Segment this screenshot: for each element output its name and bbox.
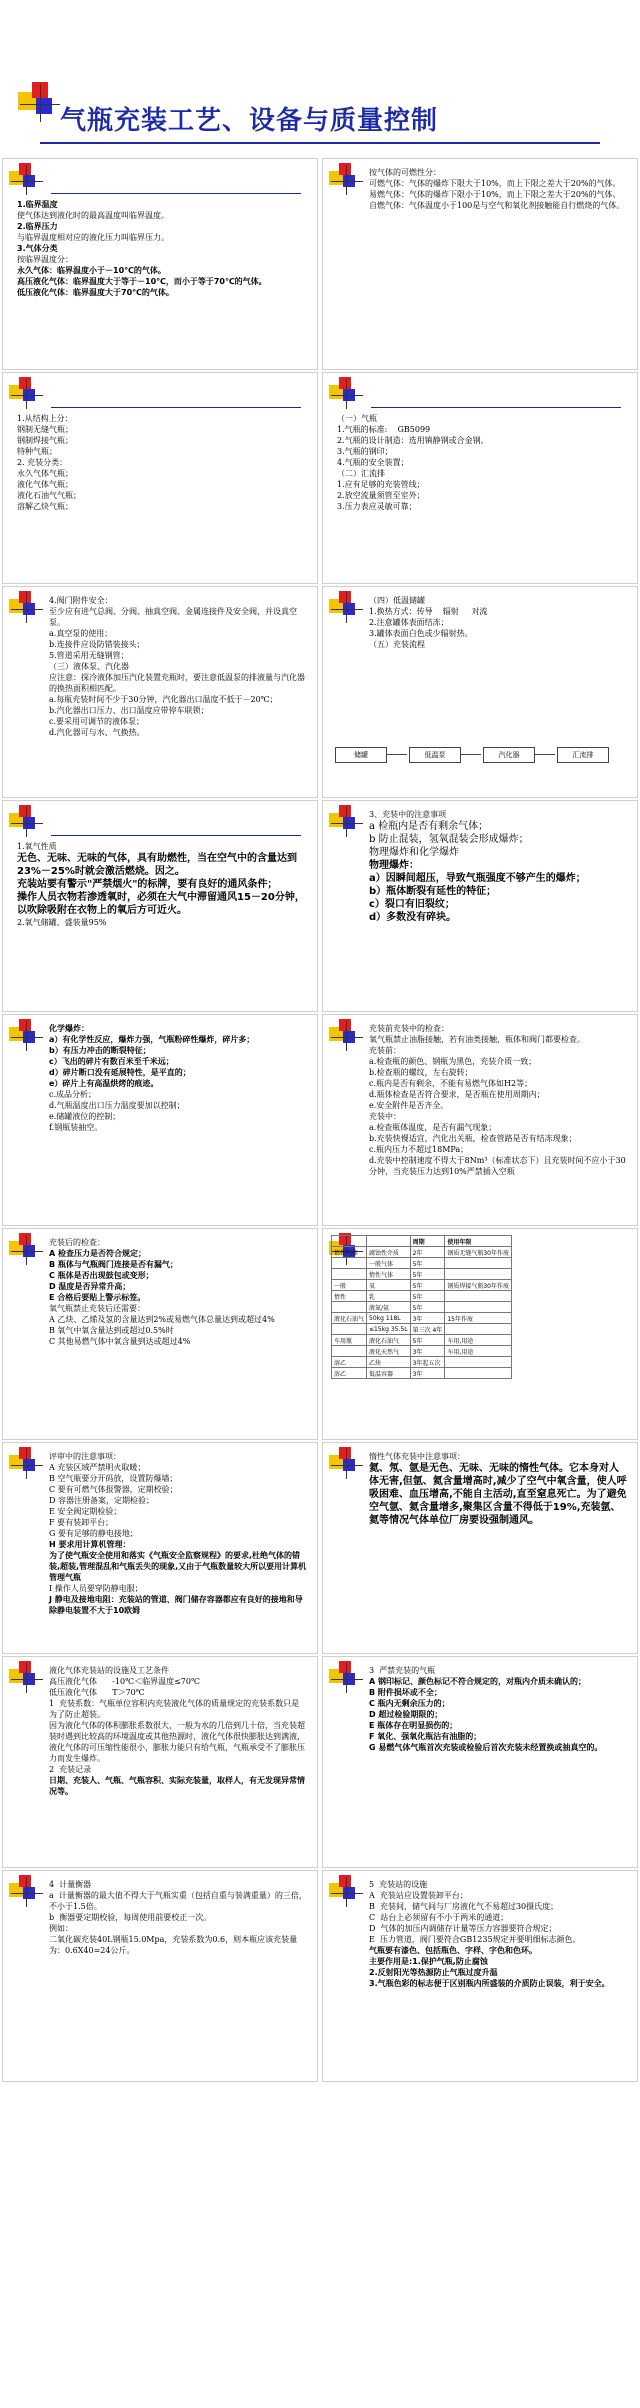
text-line: C 其他易燃气体中氧含量到达或超过4%: [49, 1337, 191, 1346]
decoration-blocks: [329, 591, 363, 625]
table-header-cell: [332, 1236, 367, 1247]
table-cell: 腐蚀性介质: [367, 1247, 411, 1258]
slide-18: [2, 1870, 318, 2082]
table-cell: 3年: [410, 1346, 445, 1357]
table-cell: 5年: [410, 1258, 445, 1269]
text-line: 物理爆炸和化学爆炸: [369, 847, 459, 858]
text-line: 永久气体气瓶；: [17, 469, 73, 478]
slide-5: [322, 372, 638, 584]
text-line: a）因瞬间超压，导致气瓶强度不够产生的爆炸；: [369, 873, 586, 884]
table-cell: [445, 1324, 512, 1335]
table-row: [332, 1368, 512, 1379]
slide-19: [322, 1870, 638, 2082]
text-line: 1.应有足够的充装管线；: [337, 480, 425, 489]
text-line: b.汽化器出口压力、出口温度应带停车联锁；: [49, 706, 209, 715]
text-line: d.汽化器可与水、气换热。: [49, 728, 145, 737]
text-line: A 乙炔、乙烯及氢的含量达到2%或易燃气体总量达到或超过4%: [49, 1315, 275, 1324]
text-line: a.检查瓶的颜色、钢瓶为黑色，充装介质一致；: [369, 1057, 537, 1066]
text-line: b.连接件应设防错装接头；: [49, 640, 145, 649]
table-cell: 惰性气体: [332, 1247, 367, 1258]
table-row: [332, 1258, 512, 1269]
decoration-blocks: [9, 1447, 43, 1481]
decoration-blocks: [329, 1875, 363, 1909]
text-line: 自燃气体：气体温度小于100是与空气和氧化剂接触能自行燃烧的气体。: [369, 201, 625, 210]
decoration-blocks: [9, 805, 43, 839]
table-cell: 15年作废: [445, 1313, 512, 1324]
text-line: 钢制焊接气瓶；: [17, 436, 73, 445]
flow-arrow: [387, 754, 407, 755]
slide-17: [322, 1656, 638, 1868]
decoration-blocks: [329, 163, 363, 197]
text-line: 2.临界压力: [17, 222, 58, 231]
slide-13: [322, 1228, 638, 1440]
text-line: 主要作用是:1.保护气瓶,防止腐蚀: [369, 1957, 488, 1966]
text-line: 低压液化气体 T＞70℃: [49, 1688, 145, 1697]
text-line: A 钢印标记、颜色标记不符合规定的，对瓶内介质未确认的；: [369, 1677, 586, 1686]
decoration-blocks: [9, 1019, 43, 1053]
flow-step: 储罐: [335, 747, 387, 763]
text-line: 按临界温度分：: [17, 255, 73, 264]
text-line: 按气体的可燃性分：: [369, 168, 441, 177]
text-line: 因为液化气体的体积膨胀系数很大，一般为水的几倍到几十倍，当充装超装时遇到比较高的环境温度或其他热源时，液化气体很快膨胀达到满液，液化气体的可压缩性能很小，膨胀力能只有给气瓶，气瓶承受不了膨胀压力而发生爆炸。: [49, 1721, 305, 1763]
text-line: 充装前：: [369, 1046, 401, 1055]
slide-title-rule: [51, 193, 301, 194]
text-line: B 附件损坏或不全；: [369, 1688, 442, 1697]
text-line: a）有化学性反应，爆炸力强，气瓶粉碎性爆炸，碎片多；: [49, 1035, 255, 1044]
slide-3: [322, 158, 638, 370]
text-line: D 容器注册备案，定期检验；: [49, 1496, 154, 1505]
text-line: E 瓶体存在明显损伤的；: [369, 1721, 458, 1730]
table-row: [332, 1291, 512, 1302]
text-line: e.安全附件是否齐全。: [369, 1101, 449, 1110]
table-cell: 液化石油气: [367, 1335, 411, 1346]
text-line: c.瓶内压力不超过18MPa；: [369, 1145, 469, 1154]
table-cell: 3年起五次: [410, 1357, 445, 1368]
text-line: d.瓶体检查是否符合要求，是否瓶在使用周期内；: [369, 1090, 545, 1099]
text-line: 2 充装记录: [49, 1765, 92, 1774]
text-line: C 要有可燃气体报警器，定期校验；: [49, 1485, 178, 1494]
flow-step: 低温泵: [409, 747, 461, 763]
flow-step: 汽化器: [483, 747, 535, 763]
text-line: 3 严禁充装的气瓶: [369, 1666, 436, 1675]
slide-10: [2, 1014, 318, 1226]
table-cell: 一般气体: [367, 1258, 411, 1269]
table-cell: 车用,用途: [445, 1346, 512, 1357]
text-line: 气瓶要有漆色、包括瓶色、字样、字色和色环。: [369, 1946, 537, 1955]
table-cell: [332, 1269, 367, 1280]
text-line: I 操作人员要穿防静电服；: [49, 1584, 143, 1593]
table-cell: [445, 1258, 512, 1269]
table-cell: 溶乙: [332, 1368, 367, 1379]
text-line: （三）液体泵、汽化器: [49, 662, 129, 671]
text-line: 5 充装站的设施: [369, 1880, 428, 1889]
decoration-blocks: [329, 377, 363, 411]
slide-15: [322, 1442, 638, 1654]
slide-9: [322, 800, 638, 1012]
text-line: B 充装间，储气间与厂房液化气不易超过30摄氏度；: [369, 1902, 559, 1911]
text-line: 日期、充装人、气瓶、气瓶容积、实际充装量，取样人，有无发现异常情况等。: [49, 1776, 305, 1796]
text-line: 2.放空流量须管至室外；: [337, 491, 425, 500]
decoration-blocks: [9, 591, 43, 625]
text-line: 5.管道采用无缝钢管；: [49, 651, 129, 660]
text-line: J 静电及接地电阻：充装站的管道、阀门储存容器都应有良好的接地和导除静电装置不大于10欧姆: [49, 1595, 303, 1615]
slide-12: [2, 1228, 318, 1440]
table-cell: ≤15kg 35.5L: [367, 1324, 411, 1335]
text-line: 特种气瓶；: [17, 447, 57, 456]
slide-title-rule: [51, 407, 301, 408]
table-row: [332, 1247, 512, 1258]
text-line: G 易燃气体气瓶首次充装或检验后首次充装未经置换或抽真空的。: [369, 1743, 603, 1752]
text-line: D 气体的加压内调储存计量等压力容器要符合规定；: [369, 1924, 557, 1933]
text-line: D 超过检验期限的；: [369, 1710, 443, 1719]
title-slide: [0, 0, 640, 155]
text-line: 高压液化气体：临界温度大于等于－10℃，而小于等于70℃的气体。: [17, 277, 267, 286]
slide-6: [2, 586, 318, 798]
text-line: c.要采用可调节的液体泵；: [49, 717, 145, 726]
text-line: 1 充装系数：气瓶单位容积内充装液化气体的质量规定的充装系数只是为了防止超装。: [49, 1699, 300, 1719]
table-cell: [332, 1346, 367, 1357]
table-row: [332, 1280, 512, 1291]
title-rule: [40, 142, 600, 144]
text-line: 1.从结构上分：: [17, 414, 73, 423]
text-line: E 合格后要贴上警示标签。: [49, 1293, 146, 1302]
text-line: G 要有足够的静电接地；: [49, 1529, 138, 1538]
table-cell: 5年: [410, 1291, 445, 1302]
text-line: 2.气瓶的设计制造：选用镇静钢或合金钢。: [337, 436, 489, 445]
text-line: F 要有装卸平台；: [49, 1518, 114, 1527]
slide-2: [2, 158, 318, 370]
table-row: [332, 1313, 512, 1324]
text-line: 3.压力表应灵敏可靠；: [337, 502, 417, 511]
text-line: c.瓶内是否有剩余，不能有易燃气体如H2等；: [369, 1079, 533, 1088]
text-line: 3.气瓶的钢印；: [337, 447, 393, 456]
table-header-cell: 周期: [410, 1236, 445, 1247]
text-line: 化学爆炸：: [49, 1024, 89, 1033]
text-line: b 防止混装，氢氧混装会形成爆炸；: [369, 834, 529, 845]
text-line: A 充装站应设置装卸平台；: [369, 1891, 468, 1900]
table-cell: 50kg 118L: [367, 1313, 411, 1324]
table-row: [332, 1335, 512, 1346]
text-line: 氦、氖、氩是无色、无味、无味的惰性气体。它本身对人体无害,但氩、氦含量增高时,减少了空气中氧含量，使人呼吸困难、血压增高,不能自主活动,直至窒息死亡。为了避免空气氩、氦含量增多,聚集区含量不得低于19%,充装氩、氦等情况气体单位厂房要设强制通风。: [369, 1463, 627, 1526]
slide-4: [2, 372, 318, 584]
table-cell: 2年: [410, 1247, 445, 1258]
text-line: B 空气瓶要分开码放，设置防爆墙；: [49, 1474, 178, 1483]
slide-title-rule: [51, 835, 301, 836]
table-header-cell: 使用年限: [445, 1236, 512, 1247]
slide-title-rule: [371, 407, 621, 408]
table-cell: 3年: [410, 1313, 445, 1324]
decoration-blocks: [9, 163, 43, 197]
slide-16: [2, 1656, 318, 1868]
table-cell: [445, 1291, 512, 1302]
text-line: c.成品分析；: [49, 1090, 97, 1099]
text-line: 应注意：探冷液体加压汽化装置充瓶时，要注意低温泵的排液量与汽化器的换热面积相匹配。: [49, 673, 305, 693]
table-cell: 惰性: [332, 1291, 367, 1302]
text-line: b 衡器要定期校验，每周使用前要校正一次。: [49, 1913, 212, 1922]
text-line: 例如：: [49, 1924, 73, 1933]
table-cell: 5年: [410, 1335, 445, 1346]
text-line: F 氧化、强氧化瓶沾有油脂的；: [369, 1732, 482, 1741]
text-line: b.充装快慢适宜，汽化出关瓶，检查管路是否有结冻现象；: [369, 1134, 577, 1143]
text-line: 1.换热方式：传导 辐射 对流: [369, 607, 488, 616]
table-row: [332, 1324, 512, 1335]
text-line: e）碎片上有高温烘烤的痕迹。: [49, 1079, 159, 1088]
text-line: a 检瓶内是否有剩余气体；: [369, 821, 489, 832]
table-cell: 溶乙: [332, 1357, 367, 1368]
text-line: 2.反射阳光等热源防止气瓶过度升温: [369, 1968, 498, 1977]
table-cell: 乙炔: [367, 1357, 411, 1368]
text-line: 评审中的注意事项：: [49, 1452, 121, 1461]
decoration-blocks: [9, 1661, 43, 1695]
text-line: a 计量衡器的最大值不得大于气瓶实重（包括自重与装满重量）的三倍，不小于1.5倍。: [49, 1891, 307, 1911]
text-line: 液化气体充装站的设施及工艺条件: [49, 1666, 169, 1675]
text-line: b）瓶体断裂有延性的特征；: [369, 886, 497, 897]
text-line: H 要求用计算机管理：: [49, 1540, 131, 1549]
text-line: 1.临界温度: [17, 200, 58, 209]
text-line: 充装站要有警示"严禁烟火"的标牌，要有良好的通风条件；: [17, 879, 278, 890]
text-line: 至少应有进气总阀、分阀、抽真空阀、金属连接件及安全阀，并设真空泵。: [49, 607, 297, 627]
table-cell: 5年: [410, 1269, 445, 1280]
text-line: 充装后的检查：: [49, 1238, 105, 1247]
text-line: 操作人员衣物若渗透氧时，必须在大气中滞留通风15－20分钟，以吹除吸附在衣物上的氧后方可近火。: [17, 892, 305, 916]
table-cell: 一般: [332, 1280, 367, 1291]
table-header-cell: [367, 1236, 411, 1247]
text-line: （一）气瓶: [337, 414, 377, 423]
text-line: 使气体达到液化时的最高温度叫临界温度。: [17, 211, 169, 220]
text-line: d.气瓶温度出口压力温度要加以控制；: [49, 1101, 185, 1110]
text-line: e.储罐液位的控制；: [49, 1112, 121, 1121]
slide-8: [2, 800, 318, 1012]
text-line: 永久气体：临界温度小于－10℃的气体。: [17, 266, 166, 275]
text-line: 溶解乙炔气瓶；: [17, 502, 73, 511]
flow-arrow: [461, 754, 481, 755]
text-line: 2.注意罐体表面结冻；: [369, 618, 449, 627]
table-row: [332, 1357, 512, 1368]
table-cell: 第三次 4年: [410, 1324, 445, 1335]
table-cell: [332, 1324, 367, 1335]
table-cell: [332, 1258, 367, 1269]
text-line: 氧气瓶禁止油脂接触，若有油类接触，瓶体和阀门都要检查。: [369, 1035, 585, 1044]
text-line: 4 计量衡器: [49, 1880, 92, 1889]
slide-14: [2, 1442, 318, 1654]
text-line: 二氧化碳充装40L钢瓶15.0Mpa，充装系数为0.6，则本瓶应该充装量为：0.6X40=24公斤。: [49, 1935, 298, 1955]
main-title: 气瓶充装工艺、设备与质量控制: [60, 106, 439, 136]
table-cell: 车用瓶: [332, 1335, 367, 1346]
text-line: a.真空泵的使用；: [49, 629, 113, 638]
decoration-blocks: [329, 1019, 363, 1053]
table-cell: 钢质无缝气瓶30年作废: [445, 1247, 512, 1258]
text-line: 3、充装中的注意事项: [369, 810, 447, 819]
text-line: 2. 充装分类：: [17, 458, 68, 467]
text-line: a.检查瓶体温度，是否有漏气现象；: [369, 1123, 497, 1132]
table-cell: 低温容器: [367, 1368, 411, 1379]
text-line: B 氧气中氧含量达到或超过0.5%时: [49, 1326, 174, 1335]
text-line: 1.氧气性质: [17, 842, 57, 851]
table-cell: [445, 1302, 512, 1313]
inspection-period-table: [331, 1235, 512, 1379]
text-line: E 压力管道，阀门要符合GB1235规定并要明细标志颜色。: [369, 1935, 581, 1944]
text-line: D 温度是否异常升高；: [49, 1282, 131, 1291]
decoration-blocks: [329, 805, 363, 839]
text-line: 可燃气体：气体的爆炸下限大于10%，而上下限之差大于20%的气体。: [369, 179, 621, 188]
text-line: d.充装中控制速度不得大于8Nm³（标准状态下）且充装时间不应小于30分钟，当充装压力达到10%严禁插入空瓶: [369, 1156, 626, 1176]
text-line: c）裂口有旧裂纹；: [369, 899, 455, 910]
text-line: C 瓶体是否出现鼓包或变形；: [49, 1271, 154, 1280]
text-line: 充装中：: [369, 1112, 401, 1121]
table-cell: [332, 1302, 367, 1313]
text-line: b.检查瓶的螺纹，左右旋转；: [369, 1068, 473, 1077]
decoration-blocks: [9, 1875, 43, 1909]
text-line: 物理爆炸：: [369, 860, 419, 871]
table-cell: 5年: [410, 1302, 445, 1313]
text-line: 液化石油气气瓶；: [17, 491, 81, 500]
slide-7: [322, 586, 638, 798]
text-line: 2.氧气储罐、盛装量95%: [17, 918, 107, 927]
text-line: 氧气瓶禁止充装后还需要：: [49, 1304, 145, 1313]
text-line: 无色、无味、无味的气体，具有助燃性，当在空气中的含量达到23%－25%时就会激活燃烧。因之。: [17, 853, 297, 877]
text-line: B 瓶体与气瓶阀门连接是否有漏气；: [49, 1260, 178, 1269]
decoration-blocks: [9, 1233, 43, 1267]
text-line: 低压液化气体：临界温度大于70℃的气体。: [17, 288, 174, 297]
text-line: 1.气瓶的标准: GB5099: [337, 425, 431, 434]
text-line: （二）汇流排: [337, 469, 385, 478]
text-line: 3.罐体表面白色或少辐射热。: [369, 629, 473, 638]
text-line: 与临界温度相对应的液化压力叫临界压力。: [17, 233, 169, 242]
table-row: [332, 1302, 512, 1313]
table-cell: [445, 1357, 512, 1368]
table-cell: 乳: [367, 1291, 411, 1302]
text-line: 易燃气体：气体的爆炸下限小于10%，而上下限之差大于20%的气体。: [369, 190, 621, 199]
table-cell: 液化石油气: [332, 1313, 367, 1324]
text-line: 钢制无缝气瓶；: [17, 425, 73, 434]
flow-arrow: [535, 754, 555, 755]
text-line: 充装前充装中的检查：: [369, 1024, 449, 1033]
table-row: [332, 1346, 512, 1357]
table-cell: 液化天然气: [367, 1346, 411, 1357]
text-line: 4.阀门附件安全：: [49, 596, 113, 605]
text-line: d）碎片断口没有延展特性，是平直的；: [49, 1068, 191, 1077]
decoration-blocks: [329, 1447, 363, 1481]
text-line: （四）低温储罐: [369, 596, 425, 605]
text-line: 3.气体分类: [17, 244, 58, 253]
table-cell: 5年: [410, 1280, 445, 1291]
text-line: 4.气瓶的安全装置；: [337, 458, 409, 467]
text-line: A 检查压力是否符合规定；: [49, 1249, 146, 1258]
table-cell: 钢质焊接气瓶30年作废: [445, 1280, 512, 1291]
table-cell: [445, 1269, 512, 1280]
text-line: 高压液化气体 -10℃＜临界温度≤70℃: [49, 1677, 200, 1686]
text-line: d）多数没有碎块。: [369, 912, 457, 923]
table-cell: 液氮/氩: [367, 1302, 411, 1313]
decoration-blocks: [18, 82, 58, 122]
flow-step: 汇流排: [557, 747, 609, 763]
table-cell: [445, 1368, 512, 1379]
decoration-blocks: [9, 377, 43, 411]
text-line: E 安全阀定期检验；: [49, 1507, 122, 1516]
text-line: a.每瓶充装时间不少于30分钟，汽化器出口温度不低于－20℃；: [49, 695, 278, 704]
table-cell: 氧: [367, 1280, 411, 1291]
table-cell: 车用,用途: [445, 1335, 512, 1346]
text-line: A 充装区域严禁明火取暖；: [49, 1463, 146, 1472]
text-line: C 站台上必须留有不小于两米的通道；: [369, 1913, 509, 1922]
table-row: [332, 1269, 512, 1280]
text-line: 3.气瓶色彩的标志便于区别瓶内所盛装的介质防止误装，利于安全。: [369, 1979, 610, 1988]
text-line: 为了使气瓶安全使用和落实《气瓶安全监察规程》的要求,杜绝气体的错装,超装,管理混乱和气瓶丢失的现象,又由于气瓶数量较大所以要用计算机管理气瓶: [49, 1551, 307, 1582]
slide-11: [322, 1014, 638, 1226]
text-line: b）有压力冲击的断裂特征；: [49, 1046, 151, 1055]
text-line: c）飞出的碎片有数百米至千米远；: [49, 1057, 174, 1066]
text-line: 液化气体气瓶；: [17, 480, 73, 489]
text-line: C 瓶内无剩余压力的；: [369, 1699, 450, 1708]
table-cell: 惰性气体: [367, 1269, 411, 1280]
decoration-blocks: [329, 1661, 363, 1695]
text-line: 惰性气体充装中注意事项：: [369, 1452, 465, 1461]
text-line: f.钢瓶装抽空。: [49, 1123, 103, 1132]
text-line: （五）充装流程: [369, 640, 425, 649]
table-cell: 3年: [410, 1368, 445, 1379]
